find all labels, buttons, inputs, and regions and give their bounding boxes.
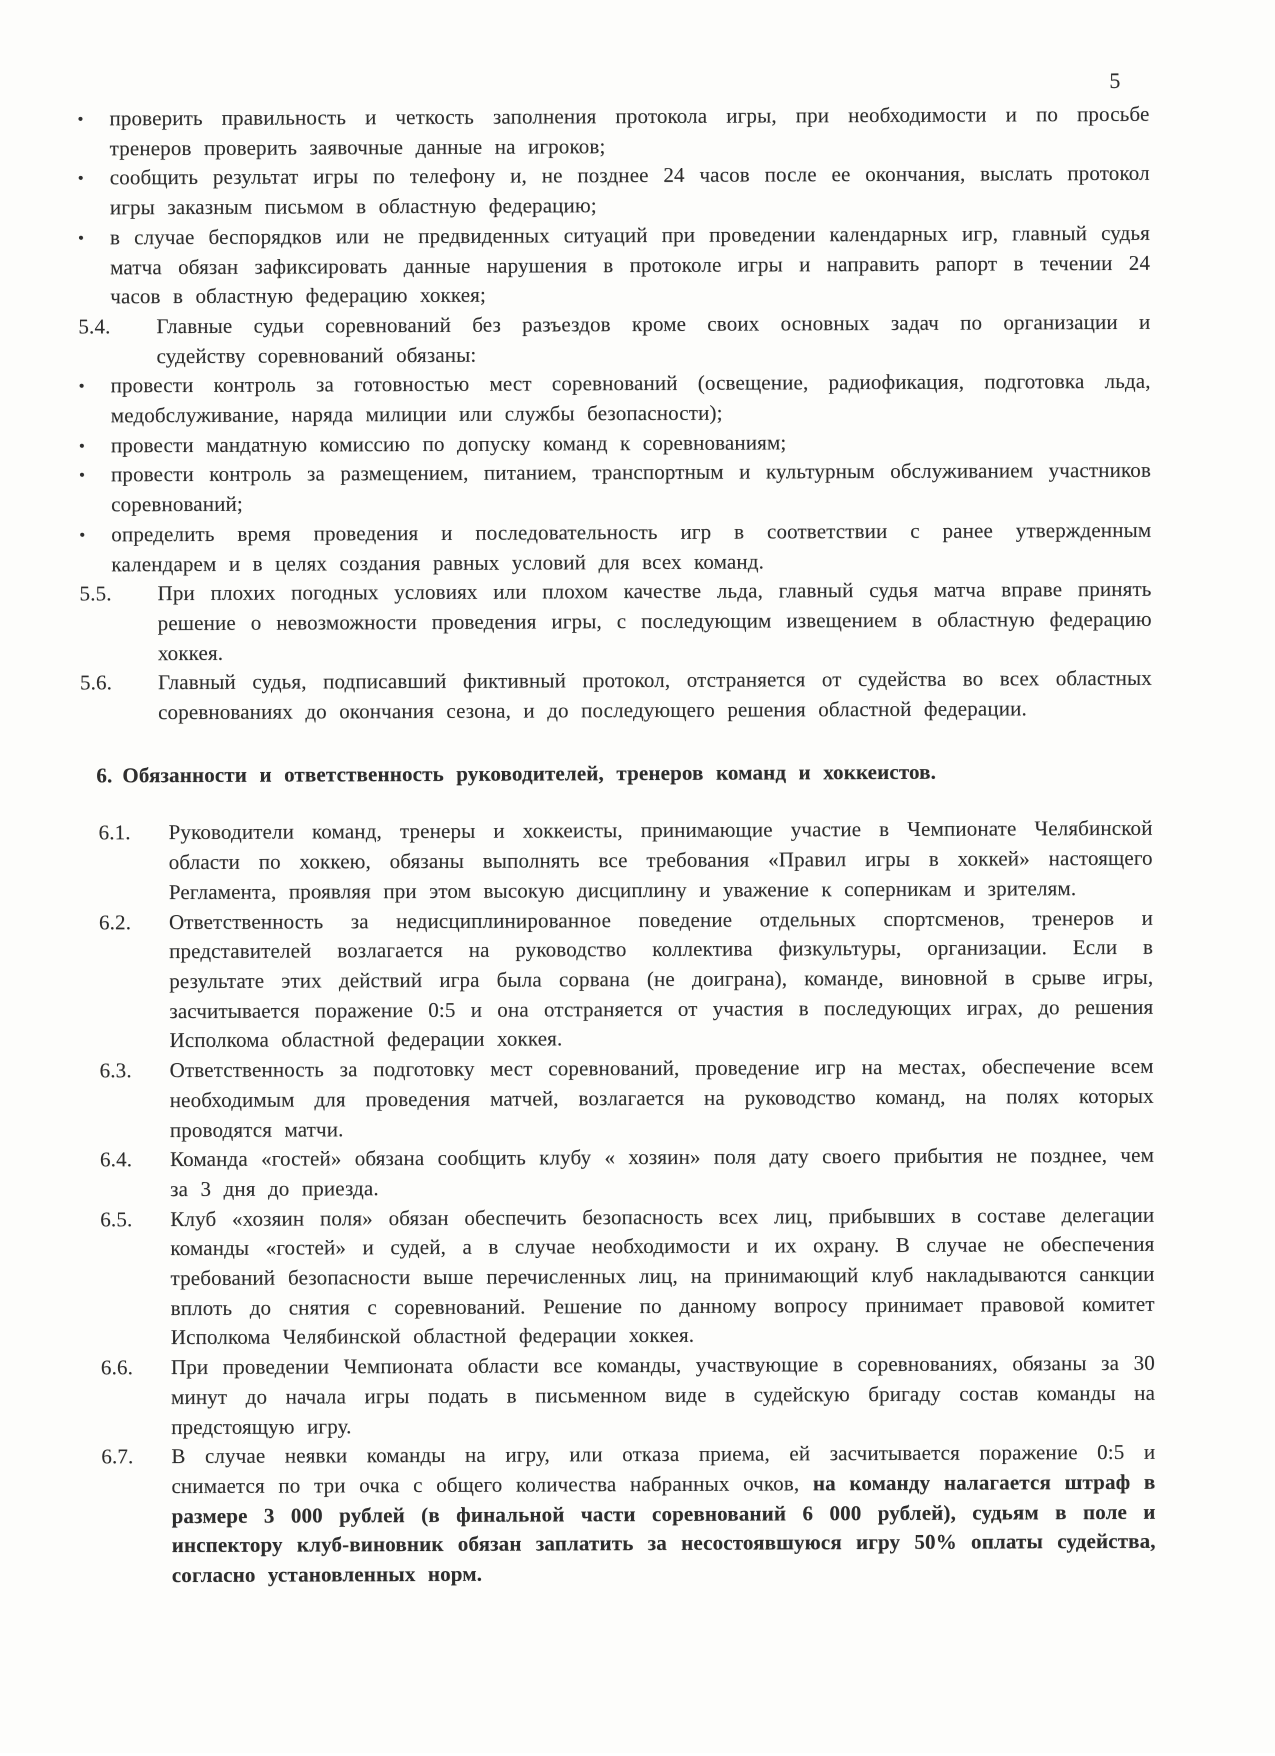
clause-number: 6.3. xyxy=(99,1058,132,1083)
clause-text xyxy=(157,575,1151,668)
clause-text xyxy=(111,426,1151,460)
numbered-clause xyxy=(2,1200,1155,1354)
numbered-clause xyxy=(3,1349,1155,1443)
clause-text xyxy=(111,367,1151,431)
clause-text-run: Главный судья, подписавший фиктивный протокол, отстраняется от судейства во всех областных соревнованиях до окончания сезона, и до последующего решения областной федерации. xyxy=(157,666,1152,725)
clause-text xyxy=(158,664,1152,728)
clause-number: 6.5. xyxy=(100,1206,133,1231)
clause-text-run: Руководители команд, тренеры и хоккеисты, принимающие участие в Чемпионате Челябинской области по хоккею, обязаны выполнять все требования «Правил игры в хоккей» настоящего Регламента, проявляя при этом высокую дисциплину и уважение к соперникам и зрителям. xyxy=(168,816,1153,904)
clause-text-run: провести контроль за размещением, питанием, транспортным и культурным обслуживанием участников соревнований; xyxy=(110,458,1152,517)
bullet-icon: • xyxy=(78,465,86,485)
numbered-clause xyxy=(3,1438,1156,1592)
bullet-icon: • xyxy=(77,168,84,188)
clause-number: 5.4. xyxy=(78,314,111,339)
numbered-clause xyxy=(2,1052,1154,1146)
clause-text xyxy=(169,903,1154,1056)
numbered-clause xyxy=(0,664,1152,728)
clause-text xyxy=(171,1349,1155,1442)
clause-text xyxy=(171,1438,1156,1591)
clause-text xyxy=(156,308,1150,372)
clause-text-run: При плохих погодных условиях или плохом качестве льда, главный судья матча вправе принять решение о невозможности проведения игры, с последующим извещением в областную федерацию хоккея. xyxy=(157,577,1152,665)
bullet-item xyxy=(0,516,1151,580)
clause-text xyxy=(111,516,1151,580)
clause-text-run: сообщить результат игры по телефону и, не позднее 24 часов после ее окончания, выслать протокол игры заказным письмом в областную федерацию; xyxy=(109,161,1150,220)
clause-text-run: определить время проведения и последовательность игр в соответствии с ранее утвержденным календарем и в целях создания равных условий для всех команд. xyxy=(111,517,1152,576)
clause-text xyxy=(110,159,1150,223)
numbered-clause xyxy=(0,308,1151,372)
clause-number: 6.4. xyxy=(99,1147,133,1172)
clause-number: 6.1. xyxy=(98,820,131,845)
bullet-item xyxy=(0,159,1150,223)
page-number: 5 xyxy=(1109,67,1121,93)
clause-text-run: провести контроль за готовностью мест соревнований (освещение, радиофикация, подготовка льда, медобслуживание, наряда милиции или службы безопасности); xyxy=(110,369,1151,428)
bullet-icon: • xyxy=(78,376,85,396)
bullet-icon: • xyxy=(79,525,86,545)
bullet-icon: • xyxy=(77,109,84,129)
bullet-item xyxy=(0,456,1151,520)
bullet-item xyxy=(0,367,1151,431)
clause-text xyxy=(110,219,1150,313)
clause-text xyxy=(170,1141,1154,1205)
clause-text-run: При проведении Чемпионата области все команды, участвующие в соревнованиях, обязаны за 30 минут до начала игры подать в письменном виде в судейскую бригаду состав команды на предстоящую игру. xyxy=(170,1350,1156,1439)
clause-number: 5.6. xyxy=(79,670,113,695)
bullet-icon: • xyxy=(77,228,85,248)
clause-text-bold: на команду налагается штраф в размере 3 000 рублей (в финальной части соревнований 6 000 рублей), судьям в поле и инспектору клуб-виновник обязан заплатить за несостоявшуюся игру 50% оплаты судейства, согласно установленных норм. xyxy=(171,1469,1156,1588)
clause-text xyxy=(169,814,1153,907)
clause-number: 6.6. xyxy=(100,1355,134,1380)
clause-text-run: Команда «гостей» обязана сообщить клубу « хозяин» поля дату своего прибытия не позднее, чем за 3 дня до приезда. xyxy=(169,1142,1155,1201)
clause-text-run: Главные судьи соревнований без разъездов кроме своих основных задач по организации и судейству соревнований обязаны: xyxy=(156,309,1151,368)
clause-number: 5.5. xyxy=(79,581,112,606)
heading-text xyxy=(122,757,1152,791)
clause-text-run: проверить правильность и четкость заполнения протокола игры, при необходимости и по просьбе тренеров проверить заявочные данные на игроков; xyxy=(109,101,1150,161)
numbered-clause xyxy=(0,575,1152,669)
clause-text-run: в случае беспорядков или не предвиденных ситуаций при проведении календарных игр, главный судья матча обязан зафиксировать данные нарушения в протоколе игры и направить рапорт в течении 24 часов в областную федерацию хоккея; xyxy=(109,220,1151,309)
document-body xyxy=(0,100,1156,1592)
numbered-clause xyxy=(1,814,1153,908)
clause-number: 6. xyxy=(96,763,113,788)
clause-text-run: Клуб «хозяин поля» обязан обеспечить безопасность всех лиц, прибывших в составе делегации команды «гостей» и судей, а в случае необходимости и их охрану. В случае не обеспечения требований безопасности выше перечисленных лиц, на принимающий клуб накладываются санкции вплоть до снятия с соревнований. Решение по данному вопросу принимает правовой комитет Исполкома Челябинской областной федерации хоккея. xyxy=(170,1202,1155,1350)
section-heading xyxy=(0,757,1152,792)
clause-text xyxy=(111,456,1151,520)
numbered-clause xyxy=(2,1141,1154,1205)
bullet-item xyxy=(0,100,1150,164)
clause-text xyxy=(109,100,1149,164)
clause-text-run: Ответственность за недисциплинированное поведение отдельных спортсменов, тренеров и представителей возлагается на руководство коллектива физкультуры, организации. Если в результате этих действий игра была сорвана (не доиграна), команде, виновной в срыве игры, засчитывается поражение 0:5 и она отстраняется от участия в последующих играх, до решения Исполкома областной федерации хоккея. xyxy=(168,905,1154,1053)
clause-text-run: Обязанности и ответственность руководителей, тренеров команд и хоккеистов. xyxy=(122,759,937,788)
clause-text xyxy=(170,1052,1154,1145)
clause-text-normal: В случае неявки команды на игру, или отказа приема, ей засчитывается поражение 0:5 и снимается по три очка с общего количества набранных очков, xyxy=(171,1439,1156,1498)
bullet-item xyxy=(0,219,1150,313)
clause-number: 6.7. xyxy=(101,1444,134,1469)
clause-text-run: Ответственность за подготовку мест соревнований, проведение игр на местах, обеспечение всем необходимым для проведения матчей, возлагается на руководство команд, на полях которых проводятся матчи. xyxy=(169,1053,1154,1142)
clause-number: 6.2. xyxy=(98,909,132,934)
bullet-icon: • xyxy=(78,436,86,456)
numbered-clause xyxy=(1,903,1154,1057)
clause-text-run: провести мандатную комиссию по допуску команд к соревнованиям; xyxy=(110,430,787,458)
clause-text xyxy=(170,1200,1155,1353)
